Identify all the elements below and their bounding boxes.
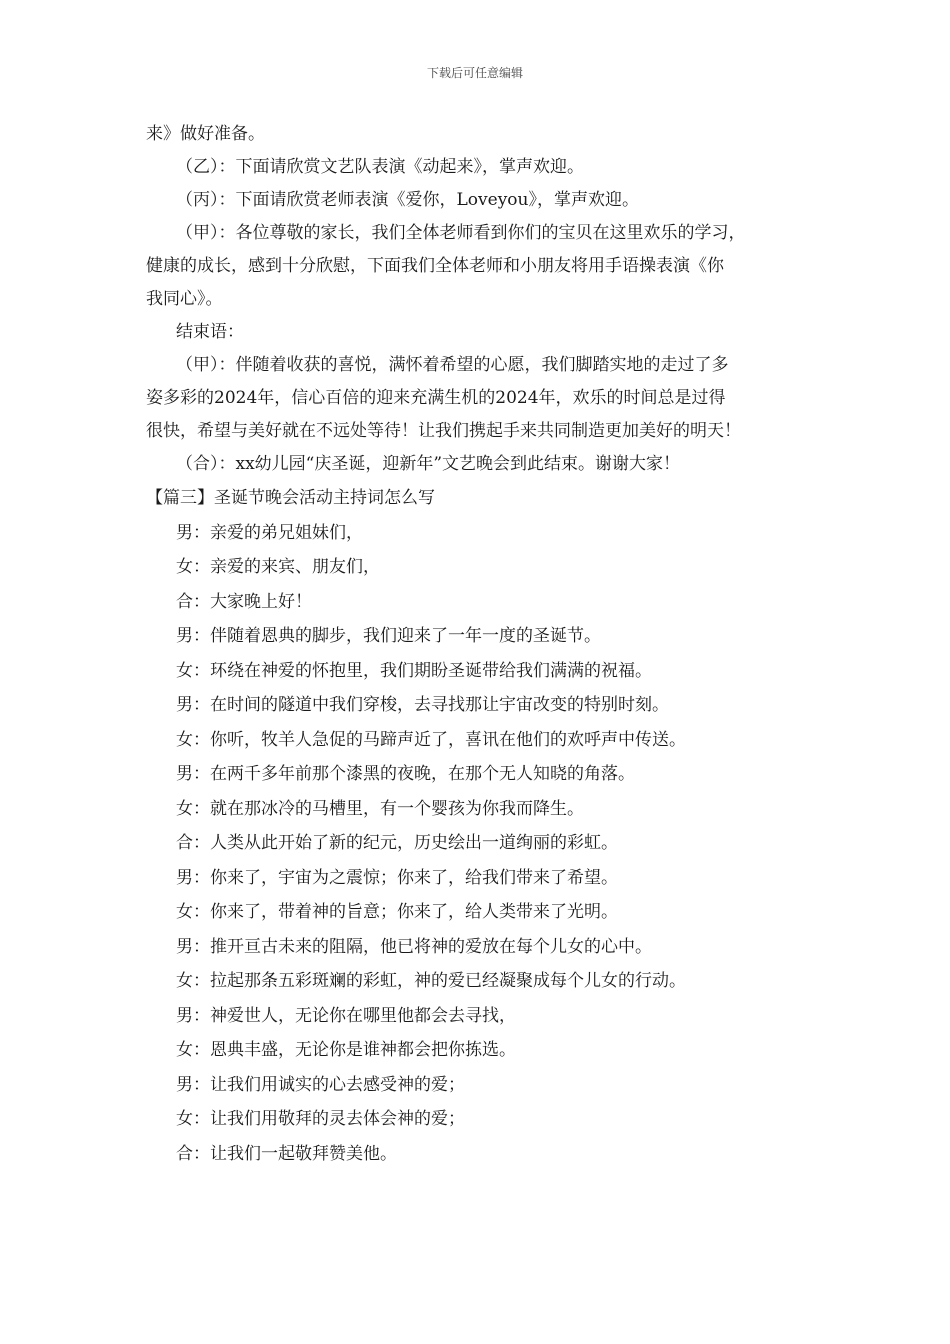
text-line: 姿多彩的2024年，信心百倍的迎来充满生机的2024年，欢乐的时间总是过得 — [146, 388, 726, 408]
dialogue-line: 合：人类从此开始了新的纪元，历史绘出一道绚丽的彩虹。 — [176, 833, 618, 853]
dialogue-line: 女：你听，牧羊人急促的马蹄声近了，喜讯在他们的欢呼声中传送。 — [176, 729, 686, 750]
dialogue-line: 女：亲爱的来宾、朋友们， — [176, 557, 380, 577]
document-body — [146, 118, 818, 1171]
text-line: 结束语： — [176, 322, 244, 342]
dialogue-line: 女：你来了，带着神的旨意；你来了，给人类带来了光明。 — [176, 902, 618, 922]
dialogue-line: 女：环绕在神爱的怀抱里，我们期盼圣诞带给我们满满的祝福。 — [176, 660, 652, 681]
text-line: 健康的成长，感到十分欣慰，下面我们全体老师和小朋友将用手语操表演《你 — [146, 256, 724, 276]
dialogue-line: 合：大家晚上好！ — [176, 591, 312, 612]
paragraph — [146, 151, 818, 184]
text-line: （乙）：下面请欣赏文艺队表演《动起来》，掌声欢迎。 — [176, 157, 584, 177]
dialogue-line: 男：推开亘古未来的阻隔，他已将神的爱放在每个儿女的心中。 — [176, 936, 652, 957]
dialogue-line: 男：在两千多年前那个漆黑的夜晚，在那个无人知晓的角落。 — [176, 764, 635, 784]
text-line: 我同心》。 — [146, 289, 223, 309]
text-line: 来》做好准备。 — [146, 124, 265, 144]
text-line: 很快，希望与美好就在不远处等待！让我们携起手来共同制造更加美好的明天！ — [146, 421, 741, 441]
page-header: 下载后可任意编辑 — [426, 66, 523, 80]
dialogue-line: 女：让我们用敬拜的灵去体会神的爱； — [176, 1109, 465, 1129]
dialogue-line: 男：亲爱的弟兄姐妹们， — [176, 522, 363, 543]
dialogue-line: 合：让我们一起敬拜赞美他。 — [176, 1143, 397, 1164]
paragraph — [146, 118, 818, 151]
paragraph — [146, 349, 818, 448]
section-title: 【篇三】圣诞节晚会活动主持词怎么写 — [146, 488, 435, 508]
dialogue-line: 男：在时间的隧道中我们穿梭，去寻找那让宇宙改变的特别时刻。 — [176, 695, 669, 715]
text-line: （合）：xx幼儿园“庆圣诞，迎新年”文艺晚会到此结束。谢谢大家！ — [176, 454, 681, 474]
dialogue-line: 女：拉起那条五彩斑斓的彩虹，神的爱已经凝聚成每个儿女的行动。 — [176, 971, 686, 991]
text-line: （丙）：下面请欣赏老师表演《爱你，Loveyou》，掌声欢迎。 — [176, 190, 639, 210]
paragraph — [146, 217, 818, 316]
dialogue-line: 男：让我们用诚实的心去感受神的爱； — [176, 1074, 465, 1095]
closing-section — [146, 118, 818, 481]
dialogue-line: 男：你来了，宇宙为之震惊；你来了，给我们带来了希望。 — [176, 867, 618, 888]
paragraph — [146, 316, 818, 349]
text-line: （甲）：各位尊敬的家长，我们全体老师看到你们的宝贝在这里欢乐的学习， — [176, 223, 746, 243]
paragraph — [146, 184, 818, 217]
dialogue-line: 女：恩典丰盛，无论你是谁神都会把你拣选。 — [176, 1040, 516, 1060]
section-three — [146, 481, 818, 1171]
dialogue-line: 男：神爱世人，无论你在哪里他都会去寻找， — [176, 1005, 516, 1026]
text-line: （甲）：伴随着收获的喜悦，满怀着希望的心愿，我们脚踏实地的走过了多 — [176, 355, 729, 375]
paragraph — [146, 448, 818, 481]
dialogue-line: 女：就在那冰冷的马槽里，有一个婴孩为你我而降生。 — [176, 798, 584, 819]
dialogue-line: 男：伴随着恩典的脚步，我们迎来了一年一度的圣诞节。 — [176, 626, 601, 646]
